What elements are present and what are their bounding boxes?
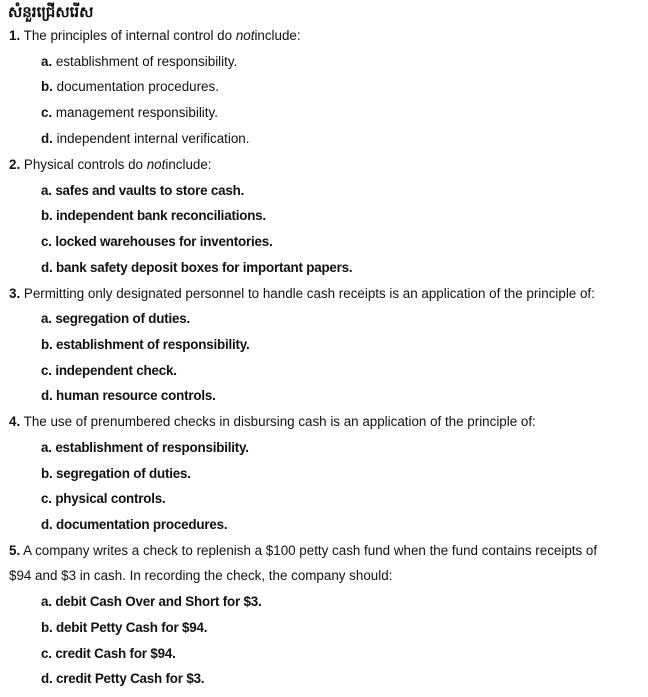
option-1a	[41, 53, 237, 71]
question-number: 4.	[9, 414, 21, 429]
option-letter: b.	[41, 466, 53, 481]
option-3a	[41, 310, 190, 328]
question-text: A company writes a check to replenish a $100 petty cash fund when the fund contains receipts of	[23, 543, 598, 558]
option-text: management responsibility.	[55, 105, 218, 120]
option-letter: c.	[41, 105, 53, 120]
option-letter: a.	[41, 183, 52, 198]
option-text: independent internal verification.	[56, 131, 250, 146]
question-4	[9, 413, 536, 431]
option-letter: b.	[41, 337, 53, 352]
option-text: segregation of duties.	[55, 311, 191, 326]
option-text: establishment of responsibility.	[55, 54, 238, 69]
option-4c	[41, 490, 166, 508]
option-text: segregation of duties.	[56, 466, 191, 481]
option-5d	[41, 670, 204, 688]
question-emphasis: not	[235, 28, 255, 43]
option-text: debit Petty Cash for $94.	[56, 620, 208, 635]
option-1b	[41, 78, 219, 96]
option-2b	[41, 207, 266, 225]
option-letter: d.	[41, 517, 53, 532]
option-letter: c.	[41, 363, 52, 378]
option-text: locked warehouses for inventories.	[55, 234, 273, 249]
option-letter: a.	[41, 311, 52, 326]
option-text: debit Cash Over and Short for $3.	[55, 594, 262, 609]
option-2d	[41, 259, 352, 277]
option-4d	[41, 516, 227, 534]
option-letter: b.	[41, 208, 53, 223]
question-3	[9, 285, 595, 303]
option-text: establishment of responsibility.	[55, 440, 249, 455]
question-text-end: include:	[254, 28, 301, 43]
option-letter: a.	[41, 594, 52, 609]
option-5a	[41, 593, 262, 611]
option-text: physical controls.	[55, 491, 166, 506]
option-letter: d.	[41, 131, 53, 146]
option-letter: b.	[41, 620, 53, 635]
option-text: independent check.	[55, 363, 177, 378]
question-1	[9, 27, 301, 45]
question-text: $94 and $3 in cash. In recording the check, the company should:	[9, 568, 393, 583]
question-text: The principles of internal control do	[23, 28, 233, 43]
option-3b	[41, 336, 250, 354]
question-text-end: include:	[165, 157, 212, 172]
option-4a	[41, 439, 249, 457]
option-letter: b.	[41, 79, 53, 94]
question-text: The use of prenumbered checks in disbursing cash is an application of the principle of:	[23, 414, 536, 429]
option-text: bank safety deposit boxes for important papers.	[56, 260, 353, 275]
option-text: documentation procedures.	[56, 79, 219, 94]
question-5	[9, 542, 597, 560]
option-letter: d.	[41, 260, 53, 275]
option-3d	[41, 387, 216, 405]
question-number: 3.	[9, 286, 21, 301]
option-letter: c.	[41, 646, 52, 661]
question-emphasis: not	[146, 157, 166, 172]
option-text: credit Cash for $94.	[55, 646, 176, 661]
option-text: safes and vaults to store cash.	[55, 183, 245, 198]
option-1c	[41, 104, 218, 122]
option-2c	[41, 233, 273, 251]
question-text: Permitting only designated personnel to handle cash receipts is an application of the principle of:	[23, 286, 595, 301]
option-5c	[41, 645, 176, 663]
option-letter: a.	[41, 440, 52, 455]
section-heading: សំនួរជ្រើសរើស	[8, 3, 94, 21]
option-text: credit Petty Cash for $3.	[56, 671, 205, 686]
option-1d	[41, 130, 249, 148]
option-letter: c.	[41, 491, 52, 506]
option-5b	[41, 619, 207, 637]
option-2a	[41, 182, 244, 200]
question-number: 5.	[9, 543, 21, 558]
option-letter: d.	[41, 671, 53, 686]
option-letter: a.	[41, 54, 53, 69]
option-text: independent bank reconciliations.	[56, 208, 266, 223]
option-text: establishment of responsibility.	[56, 337, 250, 352]
option-3c	[41, 362, 177, 380]
option-letter: d.	[41, 388, 53, 403]
question-2	[9, 156, 212, 174]
option-4b	[41, 465, 191, 483]
question-5-continued	[9, 567, 392, 585]
question-number: 1.	[9, 28, 21, 43]
option-letter: c.	[41, 234, 52, 249]
option-text: documentation procedures.	[56, 517, 228, 532]
question-number: 2.	[9, 157, 21, 172]
question-text: Physical controls do	[23, 157, 143, 172]
option-text: human resource controls.	[56, 388, 216, 403]
